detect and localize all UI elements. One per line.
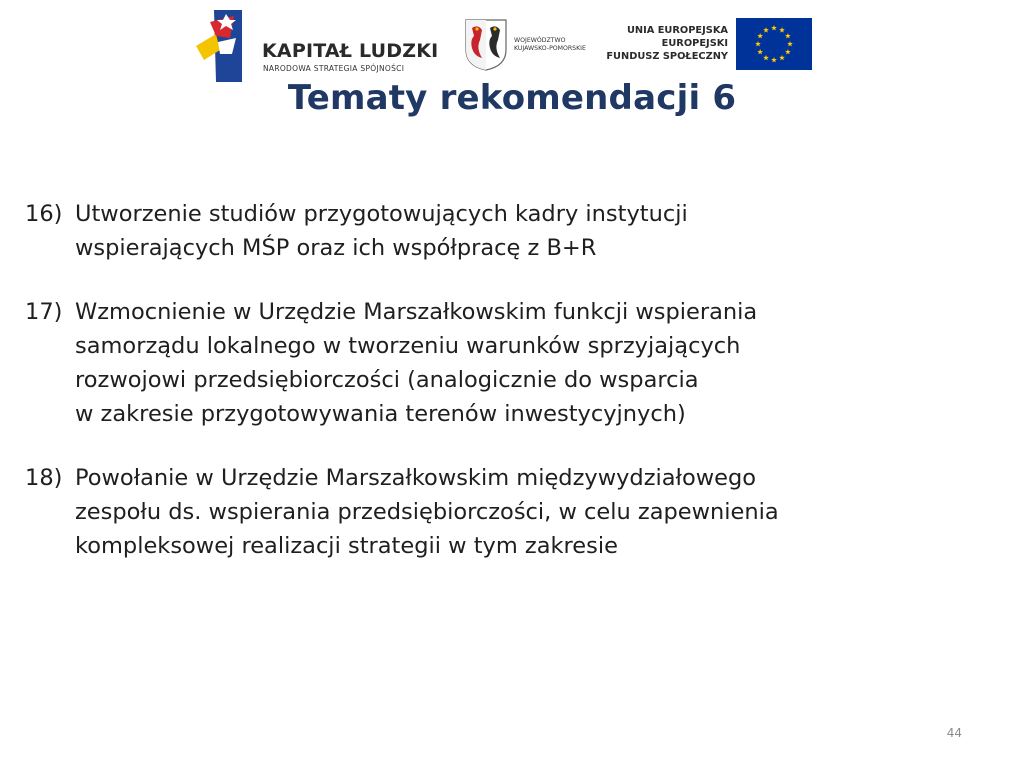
kujawsko-pomorskie-text — [514, 37, 586, 53]
kp-line-2: KUJAWSKO-POMORSKIE — [514, 45, 586, 52]
item-number: 16) — [25, 201, 63, 227]
list-item — [25, 295, 1005, 431]
item-text-line: zespołu ds. wspierania przedsiębiorczości, w celu zapewnienia — [75, 499, 779, 525]
item-text-line: kompleksowej realizacji strategii w tym zakresie — [75, 533, 618, 559]
list-item — [25, 461, 1005, 563]
item-text-line: wspierających MŚP oraz ich współpracę z B+R — [75, 235, 597, 261]
item-number: 18) — [25, 465, 63, 491]
recommendation-list — [25, 197, 1005, 593]
list-item — [25, 197, 1005, 265]
item-text-line: Utworzenie studiów przygotowujących kadry instytucji — [75, 201, 688, 227]
kapital-ludzki-logo — [196, 8, 446, 86]
item-number: 17) — [25, 299, 63, 325]
eu-line-2: EUROPEJSKI — [661, 38, 728, 49]
eu-line-1: UNIA EUROPEJSKA — [626, 25, 728, 36]
eu-line-3: FUNDUSZ SPOŁECZNY — [606, 51, 728, 62]
kapital-ludzki-subtitle: NARODOWA STRATEGIA SPÓJNOŚCI — [263, 64, 405, 73]
kujawsko-pomorskie-crest-icon — [464, 18, 508, 72]
item-text-line: w zakresie przygotowywania terenów inwestycyjnych) — [75, 401, 686, 427]
page-number: 44 — [946, 726, 962, 740]
unia-europejska-logo — [606, 18, 816, 74]
eu-flag-icon — [736, 18, 812, 70]
item-text-line: Powołanie w Urzędzie Marszałkowskim międzywydziałowego — [75, 465, 757, 491]
kapital-ludzki-logo-icon — [196, 8, 252, 84]
item-text-line: Wzmocnienie w Urzędzie Marszałkowskim funkcji wspierania — [75, 299, 758, 325]
kp-line-1: WOJEWÓDZTWO — [514, 37, 566, 44]
slide-title: Tematy rekomendacji 6 — [287, 78, 737, 118]
eu-text — [606, 24, 728, 63]
item-text-line: samorządu lokalnego w tworzeniu warunków sprzyjających — [75, 333, 741, 359]
kapital-ludzki-title: KAPITAŁ LUDZKI — [262, 40, 439, 62]
item-text-line: rozwojowi przedsiębiorczości (analogicznie do wsparcia — [75, 367, 699, 393]
kujawsko-pomorskie-logo — [464, 18, 614, 74]
